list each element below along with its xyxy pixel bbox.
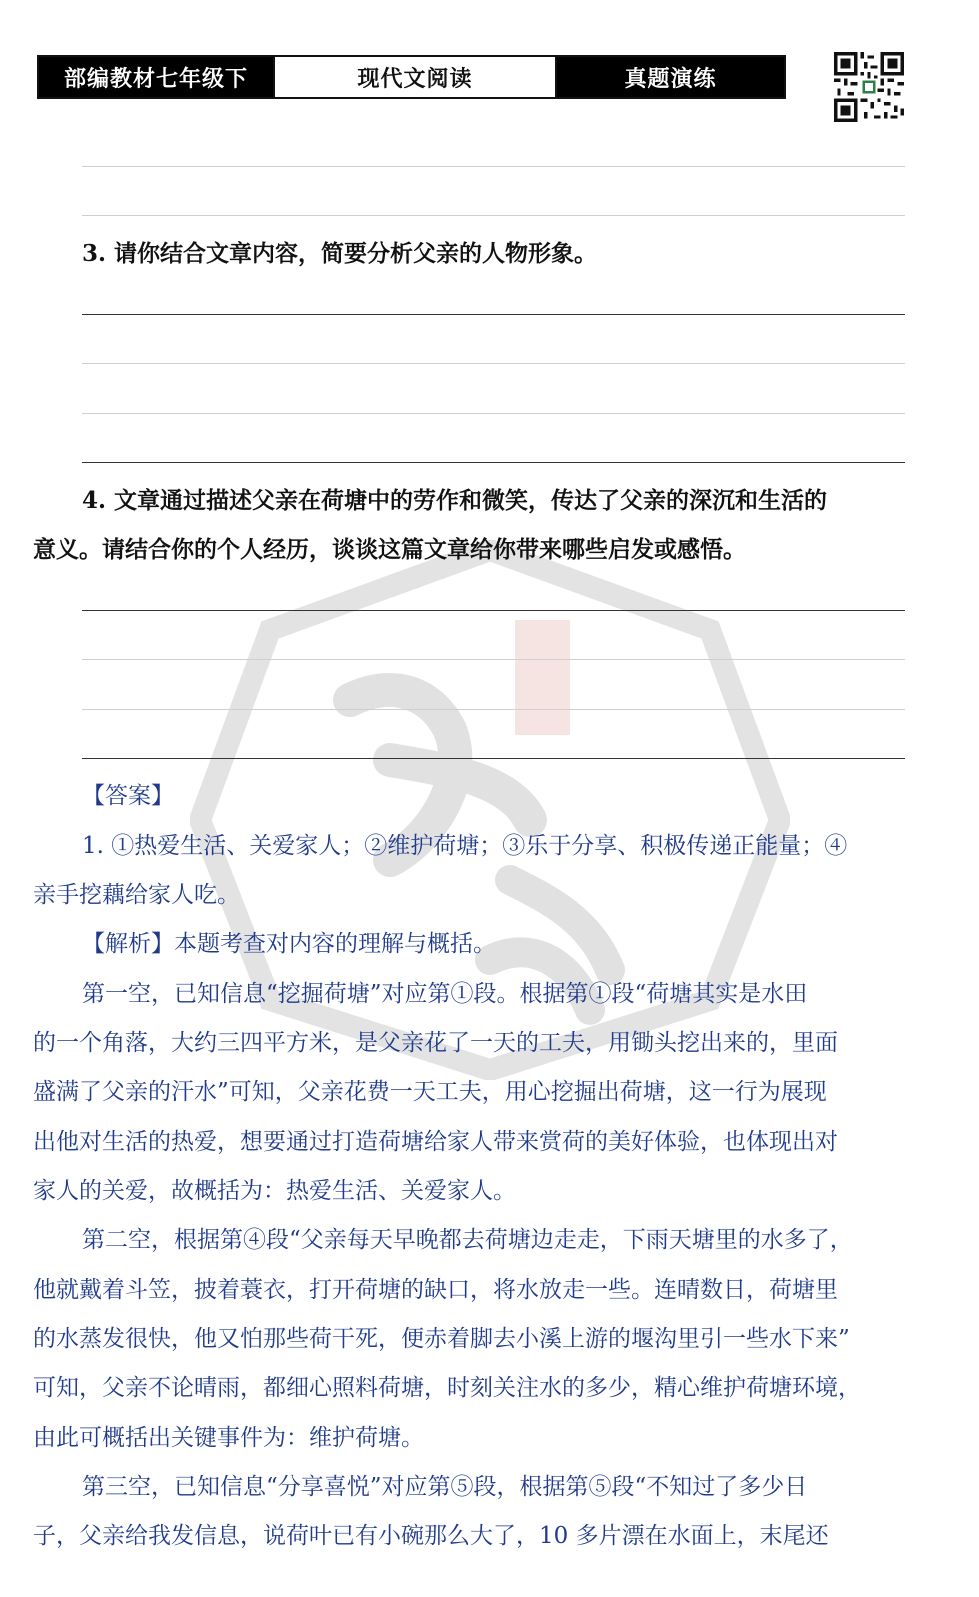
analysis-p2-line: 可知，父亲不论晴雨，都细心照料荷塘，时刻关注水的多少，精心维护荷塘环境， [33,1375,861,1401]
header-grade: 部编教材七年级下 [39,57,273,97]
answer-1-line-1: 1. ①热爱生活、关爱家人；②维护荷塘；③乐于分享、积极传递正能量；④ [82,833,848,859]
question-4-line-1: 4. 文章通过描述父亲在荷塘中的劳作和微笑，传达了父亲的深沉和生活的 [82,487,828,514]
analysis-p3-line: 子，父亲给我发信息，说荷叶已有小碗那么大了，10 多片漂在水面上，末尾还 [33,1523,829,1549]
answer-line [82,166,905,167]
analysis-p1-line: 第一空，已知信息“挖掘荷塘”对应第①段。根据第①段“荷塘其实是水田 [82,981,808,1007]
analysis-p1-line: 家人的关爱，故概括为：热爱生活、关爱家人。 [33,1178,516,1204]
answer-line [82,413,905,414]
header-subject: 现代文阅读 [273,57,557,97]
answer-line [82,709,905,710]
answer-line [82,462,905,463]
answer-1-line-2: 亲手挖藕给家人吃。 [33,882,240,908]
qr-code-icon [834,52,904,122]
analysis-p3-line: 第三空，已知信息“分享喜悦”对应第⑤段，根据第⑤段“不知过了多少日 [82,1474,808,1500]
header-bar [37,55,786,99]
analysis-p2-line: 他就戴着斗笠，披着蓑衣，打开荷塘的缺口，将水放走一些。连晴数日，荷塘里 [33,1277,838,1303]
analysis-heading: 【解析】本题考查对内容的理解与概括。 [82,931,496,957]
analysis-p1-line: 出他对生活的热爱，想要通过打造荷塘给家人带来赏荷的美好体验，也体现出对 [33,1129,838,1155]
analysis-p1-line: 盛满了父亲的汗水”可知，父亲花费一天工夫，用心挖掘出荷塘，这一行为展现 [33,1079,827,1105]
header-practice: 真题演练 [557,57,784,97]
answer-line [82,659,905,660]
question-3: 3. 请你结合文章内容，简要分析父亲的人物形象。 [82,240,598,267]
answer-line [82,610,905,611]
answer-line [82,363,905,364]
answer-heading: 【答案】 [82,783,174,809]
analysis-p2-line: 第二空，根据第④段“父亲每天早晚都去荷塘边走走，下雨天塘里的水多了， [82,1227,853,1253]
question-4-line-2: 意义。请结合你的个人经历，谈谈这篇文章给你带来哪些启发或感悟。 [33,536,746,563]
analysis-p2-line: 的水蒸发很快，他又怕那些荷干死，便赤着脚去小溪上游的堰沟里引一些水下来” [33,1326,850,1352]
analysis-p2-line: 由此可概括出关键事件为：维护荷塘。 [33,1425,424,1451]
answer-line [82,215,905,216]
analysis-p1-line: 的一个角落，大约三四平方米，是父亲花了一天的工夫，用锄头挖出来的，里面 [33,1030,838,1056]
answer-line [82,758,905,759]
answer-line [82,314,905,315]
